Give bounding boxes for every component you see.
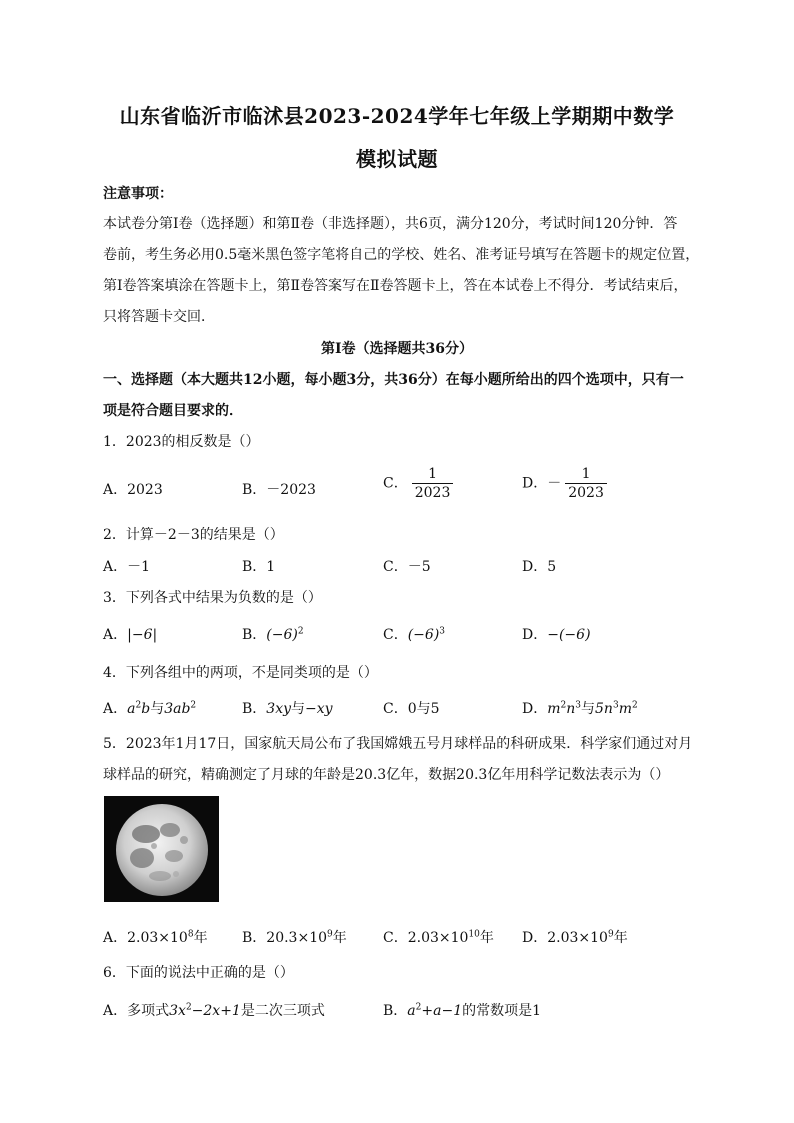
exponent: 10 (468, 929, 480, 940)
q5-option-d-label: D． (522, 930, 548, 946)
q4-option-b[interactable] (242, 698, 333, 718)
q1-option-c[interactable] (383, 466, 453, 501)
term: −xy (305, 701, 333, 717)
q1-option-d-label: D．－ (522, 475, 562, 492)
q5-option-c[interactable] (383, 927, 494, 947)
q4-option-c[interactable]: C．0与5 (383, 701, 440, 717)
fraction-denominator: 2023 (412, 483, 454, 501)
exponent: 2 (135, 700, 142, 711)
notice-line: 本试卷分第Ⅰ卷（选择题）和第Ⅱ卷（非选择题），共6页，满分120分，考试时间120分钟．答 (103, 216, 678, 232)
unit: 年 (479, 930, 494, 946)
q3-option-b-base: (−6) (266, 627, 298, 643)
notice-line: 只将答题卡交回． (103, 309, 215, 325)
term: m (618, 701, 632, 717)
fraction (412, 466, 454, 501)
exponent: 2 (631, 700, 638, 711)
section-intro: 一、选择题（本大题共12小题，每小题3分，共36分）在每小题所给出的四个选项中，只有一 (103, 372, 684, 388)
q3-option-a-label: A． (103, 627, 128, 643)
term: 5n (595, 701, 613, 717)
question-5-stem: 5．2023年1月17日，国家航天局公布了我国嫦娥五号月球样品的科研成果．科学家们通过对月 (103, 736, 693, 752)
question-5-stem: 球样品的研究，精确测定了月球的年龄是20.3亿年，数据20.3亿年用科学记数法表示为（） (103, 767, 670, 783)
q2-option-b[interactable]: B．1 (242, 559, 276, 575)
exponent: 9 (327, 929, 333, 940)
section-title: 第Ⅰ卷（选择题共36分） (320, 341, 474, 357)
term: 3xy (266, 701, 292, 717)
q6-option-b-label: B． (383, 1003, 408, 1019)
unit: 年 (332, 930, 347, 946)
statement-tail: 的常数项是1 (462, 1003, 542, 1019)
q3-option-b[interactable] (242, 624, 304, 644)
notice-line: 卷前，考生务必用0.5毫米黑色签字笔将自己的学校、姓名、准考证号填写在答题卡的规定位置， (103, 247, 700, 263)
exam-title: 山东省临沂市临沭县2023-2024学年七年级上学期期中数学 (119, 104, 675, 128)
q3-option-d[interactable] (522, 624, 591, 644)
q1-option-a[interactable]: A．2023 (103, 482, 163, 498)
connector: 与 (150, 701, 165, 717)
q4-option-d[interactable] (522, 698, 638, 718)
q1-option-d[interactable] (522, 466, 607, 501)
q5-option-a[interactable] (103, 927, 208, 947)
moon-graphic (104, 796, 219, 902)
exponent: 2 (415, 1002, 422, 1013)
q5-option-a-label: A． (103, 930, 128, 946)
term: n (566, 701, 576, 717)
q5-option-c-label: C． (383, 930, 408, 946)
q4-option-b-label: B． (242, 701, 267, 717)
fraction-numerator: 1 (428, 466, 437, 482)
exponent: 3 (612, 700, 619, 711)
term: b (141, 701, 151, 717)
section-intro: 项是符合题目要求的． (103, 403, 243, 419)
q5-option-d[interactable] (522, 927, 628, 947)
q3-option-c-label: C． (383, 627, 408, 643)
question-4-stem: 4．下列各组中的两项，不是同类项的是（） (103, 665, 378, 681)
q5-option-b-label: B． (242, 930, 267, 946)
q3-option-c-exp: 3 (439, 626, 446, 637)
q4-option-a[interactable] (103, 698, 196, 718)
q3-option-c[interactable] (383, 624, 445, 644)
q3-option-d-label: D． (522, 627, 548, 643)
question-2-stem: 2．计算－2－3的结果是（） (103, 527, 284, 543)
q3-option-b-exp: 2 (297, 626, 304, 637)
term: m (547, 701, 561, 717)
q6-option-b[interactable] (383, 1000, 541, 1020)
unit: 年 (193, 930, 208, 946)
q1-option-b[interactable]: B．－2023 (242, 482, 316, 498)
term: 3ab (164, 701, 191, 717)
q2-option-c[interactable]: C．－5 (383, 559, 431, 575)
exponent: 2 (560, 700, 567, 711)
q2-option-d[interactable]: D．5 (522, 559, 557, 575)
statement-tail: 是二次三项式 (240, 1003, 325, 1019)
q3-option-c-base: (−6) (407, 627, 440, 643)
exponent: 3 (575, 700, 582, 711)
q2-option-a[interactable]: A．－1 (103, 559, 151, 575)
term: a (127, 701, 136, 717)
question-1-stem: 1．2023的相反数是（） (103, 434, 260, 450)
polynomial: 3x (169, 1003, 186, 1019)
exam-subtitle: 模拟试题 (356, 147, 438, 171)
unit: 年 (613, 930, 628, 946)
q5-option-b[interactable] (242, 927, 347, 947)
polynomial: a (407, 1003, 416, 1019)
exponent: 2 (190, 700, 197, 711)
exponent: 8 (187, 929, 194, 940)
polynomial: −2x+1 (191, 1003, 241, 1019)
sci-base: 2.03×10 (407, 930, 469, 946)
fraction-denominator: 2023 (565, 483, 607, 501)
exponent: 9 (607, 929, 614, 940)
fraction-numerator: 1 (581, 466, 591, 482)
q4-option-d-label: D． (522, 701, 548, 717)
polynomial: +a−1 (421, 1003, 463, 1019)
question-3-stem: 3．下列各式中结果为负数的是（） (103, 590, 322, 606)
sci-base: 20.3×10 (266, 930, 328, 946)
exponent: 2 (185, 1002, 192, 1013)
q6-option-a-label: A．多项式 (103, 1003, 170, 1019)
connector: 与 (581, 701, 596, 717)
connector: 与 (291, 701, 306, 717)
q3-option-b-label: B． (242, 627, 267, 643)
question-6-stem: 6．下面的说法中正确的是（） (103, 965, 294, 981)
moon-image (104, 796, 219, 902)
q4-option-a-label: A． (103, 701, 128, 717)
sci-base: 2.03×10 (547, 930, 608, 946)
notice-heading: 注意事项： (103, 186, 173, 202)
q1-option-c-label: C． (383, 475, 408, 492)
q3-option-d-expr: −(−6) (547, 627, 591, 643)
q3-option-a[interactable] (103, 624, 157, 644)
q6-option-a[interactable] (103, 1000, 325, 1020)
sci-base: 2.03×10 (127, 930, 188, 946)
q3-option-a-expr: |−6| (127, 627, 158, 643)
fraction (565, 466, 607, 501)
notice-line: 第Ⅰ卷答案填涂在答题卡上，第Ⅱ卷答案写在Ⅱ卷答题卡上，答在本试卷上不得分．考试结束后， (103, 278, 688, 294)
